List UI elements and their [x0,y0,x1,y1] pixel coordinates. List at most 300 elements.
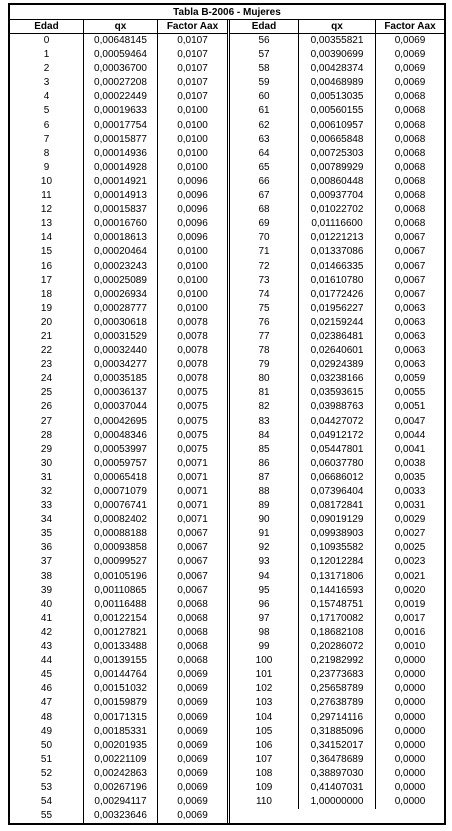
header-edad: Edad [251,21,277,32]
table-row [230,415,444,429]
cell-factor-aax: 0,0096 [157,203,227,217]
cell-factor-aax: 0,0068 [157,598,227,612]
cell-factor-aax: 0,0027 [375,527,444,541]
cell-qx: 0,13171806 [298,570,375,584]
cell-edad: 18 [40,288,53,300]
cell-edad: 56 [258,35,270,46]
cell-qx: 0,36478689 [298,753,375,767]
cell-factor-aax: 0,0055 [375,386,444,400]
table-row [230,133,444,147]
table-row [10,330,227,344]
table-row [10,499,227,513]
mortality-table [8,3,446,825]
cell-edad: 31 [40,471,53,483]
cell-edad: 81 [258,387,270,399]
cell-qx: 0,25658789 [298,682,375,696]
cell-factor-aax: 0,0100 [157,274,227,288]
cell-edad: 48 [40,711,53,723]
cell-factor-aax: 0,0044 [375,429,444,443]
table-row [230,104,444,118]
right-half [230,20,444,823]
table-row [10,76,227,90]
cell-qx: 0,00071079 [83,485,157,499]
table-row [230,189,444,203]
cell-qx: 0,00076741 [83,499,157,513]
cell-edad: 102 [255,683,273,695]
table-row [230,795,444,809]
cell-edad: 55 [40,810,53,822]
cell-qx: 0,00088188 [83,527,157,541]
cell-qx: 0,00725303 [298,147,375,161]
cell-factor-aax: 0,0063 [375,358,444,372]
cell-qx: 0,01116600 [298,217,375,231]
cell-qx: 0,08172841 [298,499,375,513]
table-row [10,598,227,612]
cell-qx: 0,00201935 [83,739,157,753]
cell-qx: 0,20286072 [298,640,375,654]
table-row [10,570,227,584]
table-row [230,654,444,668]
cell-factor-aax: 0,0068 [375,119,444,133]
cell-qx: 0,00019633 [83,104,157,118]
cell-qx: 0,41407031 [298,781,375,795]
cell-edad: 15 [40,246,53,258]
cell-factor-aax: 0,0107 [157,90,227,104]
cell-qx: 0,00036700 [83,62,157,76]
cell-edad: 88 [258,486,270,497]
cell-qx: 0,00036137 [83,386,157,400]
cell-qx: 0,04427072 [298,415,375,429]
cell-factor-aax: 0,0069 [375,62,444,76]
cell-factor-aax: 0,0071 [157,457,227,471]
cell-factor-aax: 0,0069 [375,76,444,90]
cell-qx: 0,07396404 [298,485,375,499]
table-row [10,48,227,62]
table-row [10,34,227,48]
cell-qx: 0,12012284 [298,555,375,569]
table-row [230,499,444,513]
cell-edad: 14 [40,232,53,244]
cell-qx: 0,00015837 [83,203,157,217]
cell-qx: 0,02386481 [298,330,375,344]
cell-qx: 0,00390699 [298,48,375,62]
cell-qx: 0,00428374 [298,62,375,76]
cell-qx: 0,05447801 [298,443,375,457]
cell-qx: 0,00267196 [83,781,157,795]
cell-factor-aax: 0,0100 [157,119,227,133]
cell-qx: 0,00110865 [83,584,157,598]
cell-factor-aax: 0,0068 [375,147,444,161]
cell-factor-aax: 0,0075 [157,386,227,400]
table-row [10,260,227,274]
cell-edad: 86 [258,457,270,469]
cell-factor-aax: 0,0096 [157,189,227,203]
cell-factor-aax: 0,0063 [375,344,444,358]
table-row [10,231,227,245]
cell-qx: 0,00048346 [83,429,157,443]
cell-edad: 32 [40,486,53,497]
cell-qx: 0,00053997 [83,443,157,457]
cell-factor-aax: 0,0067 [157,527,227,541]
cell-qx: 0,00099527 [83,555,157,569]
cell-edad: 80 [258,373,270,385]
cell-factor-aax: 0,0067 [157,555,227,569]
cell-qx: 0,00105196 [83,570,157,584]
table-row [230,245,444,259]
table-row [230,725,444,739]
cell-qx: 0,00144764 [83,668,157,682]
table-row [230,203,444,217]
cell-edad: 49 [40,725,53,737]
table-row [10,513,227,527]
table-row [10,541,227,555]
table-row [10,302,227,316]
cell-edad: 25 [40,387,53,399]
table-row [230,274,444,288]
table-row [10,274,227,288]
cell-factor-aax: 0,0071 [157,499,227,513]
table-row [10,400,227,414]
cell-qx: 0,03238166 [298,372,375,386]
cell-qx: 0,00014913 [83,189,157,203]
cell-qx: 0,02159244 [298,316,375,330]
cell-factor-aax: 0,0100 [157,260,227,274]
cell-edad: 74 [258,288,270,300]
table-row [10,626,227,640]
cell-qx: 0,01956227 [298,302,375,316]
cell-qx: 0,01466335 [298,260,375,274]
cell-factor-aax: 0,0020 [375,584,444,598]
table-row [10,175,227,189]
table-row [10,739,227,753]
cell-factor-aax: 0,0067 [375,245,444,259]
cell-qx: 0,00014936 [83,147,157,161]
cell-edad: 75 [258,302,270,314]
cell-factor-aax: 0,0069 [157,739,227,753]
cell-edad: 99 [258,641,270,653]
table-row [10,133,227,147]
cell-factor-aax: 0,0107 [157,48,227,62]
cell-edad: 63 [258,133,270,145]
table-row [230,640,444,654]
table-row [230,217,444,231]
cell-edad: 36 [40,542,53,554]
cell-factor-aax: 0,0068 [157,612,227,626]
table-row [10,725,227,739]
table-row [230,175,444,189]
cell-edad: 27 [40,415,53,427]
cell-factor-aax: 0,0021 [375,570,444,584]
cell-factor-aax: 0,0000 [375,682,444,696]
table-row [10,429,227,443]
cell-edad: 103 [255,697,273,709]
cell-factor-aax: 0,0100 [157,147,227,161]
table-row [10,372,227,386]
table-row [10,316,227,330]
cell-qx: 0,00016760 [83,217,157,231]
table-row [230,696,444,710]
table-row [10,767,227,781]
table-row [230,161,444,175]
cell-edad: 2 [43,63,50,75]
cell-factor-aax: 0,0063 [375,316,444,330]
cell-edad: 57 [258,49,270,61]
table-row [10,668,227,682]
cell-qx: 0,02924389 [298,358,375,372]
cell-qx: 0,23773683 [298,668,375,682]
cell-qx: 0,17170082 [298,612,375,626]
cell-qx: 0,00028777 [83,302,157,316]
cell-edad: 69 [258,218,270,230]
table-row [230,682,444,696]
table-row [10,386,227,400]
cell-qx: 0,00026934 [83,288,157,302]
cell-factor-aax: 0,0068 [375,161,444,175]
cell-edad: 13 [40,218,53,230]
cell-edad: 9 [43,161,50,173]
cell-factor-aax: 0,0069 [157,711,227,725]
cell-factor-aax: 0,0078 [157,372,227,386]
table-row [230,781,444,795]
table-row [230,429,444,443]
cell-qx: 0,01610780 [298,274,375,288]
table-row [230,358,444,372]
cell-qx: 0,14416593 [298,584,375,598]
cell-qx: 0,00242863 [83,767,157,781]
cell-factor-aax: 0,0000 [375,654,444,668]
cell-factor-aax: 0,0069 [157,767,227,781]
cell-qx: 1,00000000 [298,795,375,809]
cell-factor-aax: 0,0016 [375,626,444,640]
cell-edad: 35 [40,528,53,540]
cell-factor-aax: 0,0063 [375,330,444,344]
cell-qx: 0,00014928 [83,161,157,175]
cell-factor-aax: 0,0067 [157,541,227,555]
cell-edad: 109 [255,781,273,793]
cell-edad: 96 [258,598,270,610]
cell-edad: 94 [258,570,270,582]
cell-qx: 0,00030618 [83,316,157,330]
header-factor-aax: Factor Aax [157,20,227,33]
cell-edad: 97 [258,612,270,624]
table-row [230,668,444,682]
cell-edad: 39 [40,584,53,596]
cell-factor-aax: 0,0078 [157,358,227,372]
table-row [230,612,444,626]
cell-edad: 1 [43,49,50,61]
cell-edad: 89 [258,500,270,512]
cell-edad: 12 [40,204,53,216]
cell-edad: 76 [258,316,270,328]
cell-qx: 0,06037780 [298,457,375,471]
cell-factor-aax: 0,0000 [375,711,444,725]
cell-factor-aax: 0,0038 [375,457,444,471]
table-row [10,358,227,372]
cell-edad: 85 [258,443,270,455]
cell-edad: 24 [40,373,53,385]
cell-qx: 0,01221213 [298,231,375,245]
table-row [230,400,444,414]
table-row [230,457,444,471]
cell-factor-aax: 0,0068 [375,104,444,118]
cell-factor-aax: 0,0025 [375,541,444,555]
cell-edad: 4 [43,91,50,103]
table-row [10,457,227,471]
cell-qx: 0,00014921 [83,175,157,189]
table-body [10,20,444,823]
cell-qx: 0,00139155 [83,654,157,668]
table-title: Tabla B-2006 - Mujeres [10,5,444,20]
cell-factor-aax: 0,0035 [375,471,444,485]
cell-edad: 91 [258,528,270,540]
cell-factor-aax: 0,0075 [157,415,227,429]
cell-edad: 22 [40,345,53,357]
cell-edad: 93 [258,556,270,568]
table-row [10,781,227,795]
table-row [10,104,227,118]
cell-edad: 6 [43,119,50,131]
left-rows [10,34,227,823]
cell-edad: 90 [258,514,270,526]
cell-factor-aax: 0,0000 [375,753,444,767]
cell-factor-aax: 0,0059 [375,372,444,386]
table-row [10,584,227,598]
table-row [10,245,227,259]
cell-qx: 0,04912172 [298,429,375,443]
cell-edad: 11 [41,190,52,202]
table-row [230,76,444,90]
cell-edad: 41 [40,612,53,624]
table-row [10,471,227,485]
table-row [10,696,227,710]
cell-qx: 0,03988763 [298,400,375,414]
cell-edad: 62 [258,119,270,131]
cell-factor-aax: 0,0000 [375,739,444,753]
cell-edad: 40 [40,598,53,610]
table-row [10,654,227,668]
cell-edad: 29 [40,443,53,455]
cell-qx: 0,00020464 [83,245,157,259]
cell-edad: 98 [258,626,270,638]
cell-edad: 68 [258,204,270,216]
cell-qx: 0,00171315 [83,711,157,725]
cell-qx: 0,00221109 [83,753,157,767]
cell-qx: 0,29714116 [298,711,375,725]
cell-factor-aax: 0,0107 [157,76,227,90]
cell-qx: 0,00610957 [298,119,375,133]
cell-qx: 0,00468989 [298,76,375,90]
cell-edad: 101 [255,669,273,681]
cell-edad: 5 [43,105,50,117]
cell-qx: 0,01022702 [298,203,375,217]
cell-edad: 100 [255,655,273,667]
cell-edad: 71 [258,246,270,258]
cell-edad: 16 [40,260,53,272]
cell-qx: 0,00037044 [83,400,157,414]
cell-factor-aax: 0,0000 [375,725,444,739]
cell-factor-aax: 0,0000 [375,795,444,809]
table-row [230,443,444,457]
table-row [10,443,227,457]
cell-edad: 59 [258,77,270,89]
cell-edad: 106 [255,739,273,751]
table-row [10,682,227,696]
cell-qx: 0,00059464 [83,48,157,62]
table-row [10,90,227,104]
table-row [230,344,444,358]
cell-qx: 0,03593615 [298,386,375,400]
table-row [230,48,444,62]
right-rows [230,34,444,823]
cell-edad: 105 [255,725,273,737]
cell-edad: 8 [43,147,50,159]
table-row [10,809,227,823]
cell-qx: 0,00116488 [83,598,157,612]
cell-qx: 0,00042695 [83,415,157,429]
header-factor-aax: Factor Aax [375,20,444,33]
table-row [10,189,227,203]
cell-qx: 0,00025089 [83,274,157,288]
cell-edad: 73 [258,274,270,286]
cell-edad: 34 [40,514,53,526]
cell-factor-aax: 0,0069 [157,725,227,739]
cell-qx: 0,00513035 [298,90,375,104]
cell-edad: 72 [258,260,270,272]
table-row [230,372,444,386]
cell-qx: 0,09019129 [298,513,375,527]
cell-qx: 0,00022449 [83,90,157,104]
cell-edad: 44 [40,655,53,667]
cell-edad: 107 [255,753,273,765]
cell-edad: 64 [258,147,270,159]
cell-qx: 0,00789929 [298,161,375,175]
cell-qx: 0,00560155 [298,104,375,118]
header-row [230,20,444,34]
cell-factor-aax: 0,0068 [375,90,444,104]
table-row [230,62,444,76]
table-row [230,302,444,316]
cell-qx: 0,00082402 [83,513,157,527]
cell-factor-aax: 0,0069 [157,696,227,710]
table-row [230,626,444,640]
cell-factor-aax: 0,0068 [375,133,444,147]
table-row [10,612,227,626]
cell-qx: 0,00017754 [83,119,157,133]
cell-qx: 0,00015877 [83,133,157,147]
cell-qx: 0,00127821 [83,626,157,640]
cell-factor-aax: 0,0000 [375,781,444,795]
cell-edad: 84 [258,429,270,441]
table-row [10,62,227,76]
cell-qx: 0,15748751 [298,598,375,612]
table-row [10,485,227,499]
table-row [230,147,444,161]
table-row [10,288,227,302]
cell-factor-aax: 0,0100 [157,161,227,175]
cell-edad: 42 [40,626,53,638]
left-half [10,20,230,823]
cell-edad: 19 [40,302,53,314]
cell-factor-aax: 0,0069 [157,795,227,809]
cell-edad: 60 [258,91,270,103]
table-row [10,119,227,133]
cell-factor-aax: 0,0063 [375,302,444,316]
cell-factor-aax: 0,0068 [375,175,444,189]
cell-qx: 0,18682108 [298,626,375,640]
cell-edad: 21 [40,330,53,342]
cell-edad: 95 [258,584,270,596]
table-row [230,34,444,48]
